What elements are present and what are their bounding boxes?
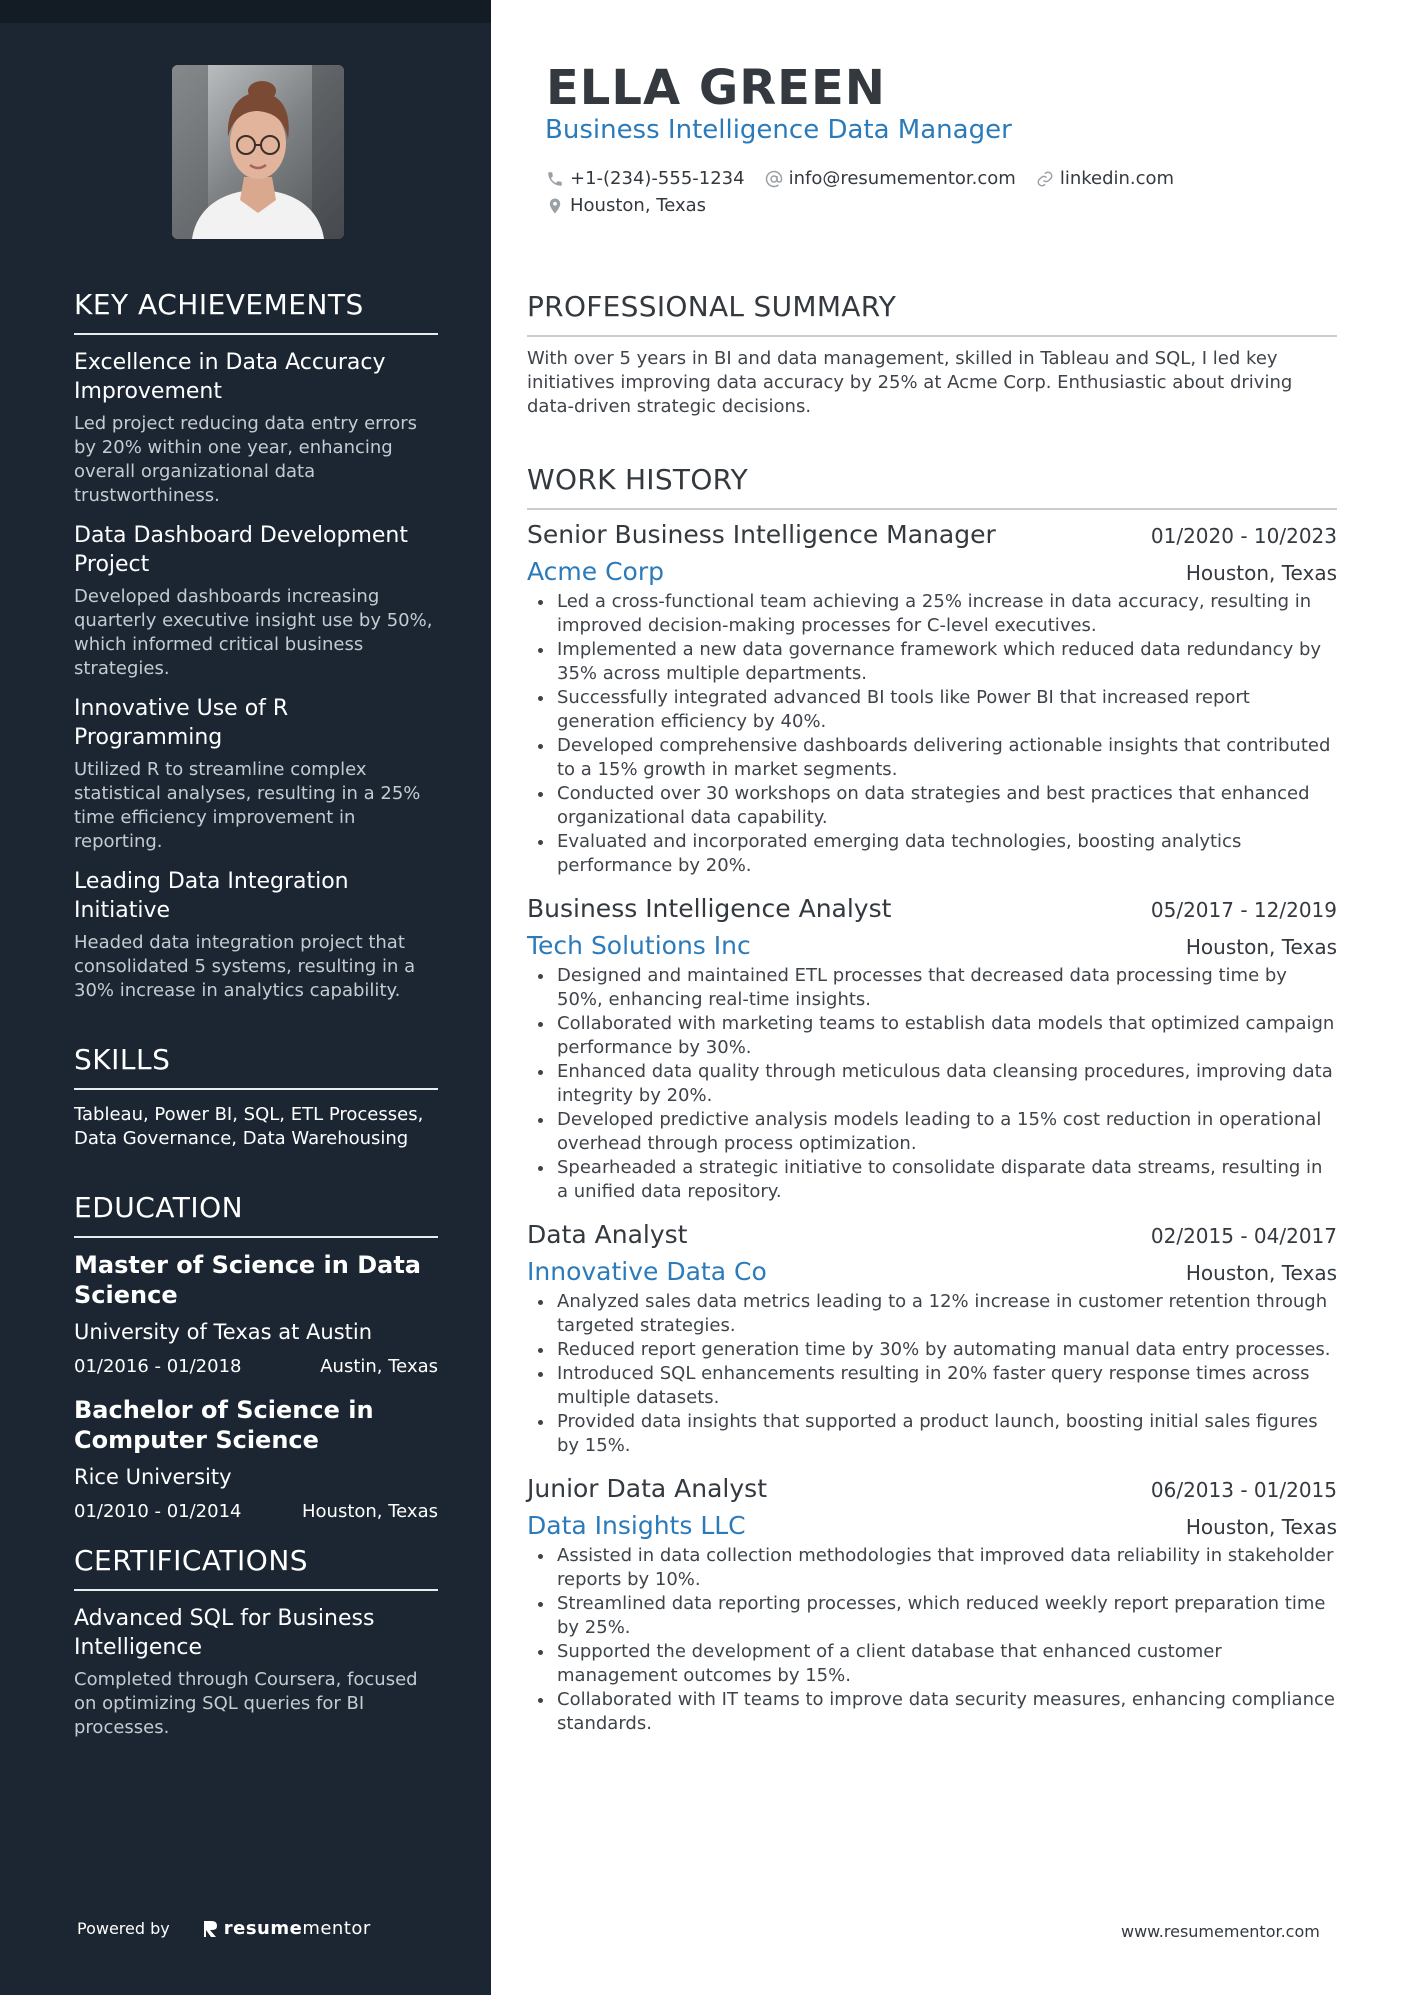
job-header xyxy=(527,1474,1337,1503)
brand-r-icon xyxy=(202,1919,218,1939)
location-contact xyxy=(546,195,706,216)
education-school: University of Texas at Austin xyxy=(74,1320,373,1344)
achievement-item xyxy=(74,348,438,508)
achievement-desc: Led project reducing data entry errors by 20% within one year, enhancing overall organizational data trustworthiness. xyxy=(74,413,418,506)
job-bullet: • Spearheaded a strategic initiative to consolidate disparate data streams, resulting in a unified data repository. xyxy=(555,1156,1337,1204)
brand-logo[interactable] xyxy=(202,1918,371,1939)
education-meta xyxy=(74,1356,438,1377)
brand-bold-text: resume xyxy=(223,1918,303,1939)
job-company: Innovative Data Co xyxy=(527,1257,767,1286)
education-item xyxy=(74,1395,438,1522)
job-header xyxy=(527,894,1337,923)
candidate-title: Business Intelligence Data Manager xyxy=(545,115,1012,145)
job-bullet: • Developed predictive analysis models leading to a 15% cost reduction in operational overhead through process optimization. xyxy=(555,1108,1337,1156)
job-entry xyxy=(527,520,1337,878)
footer-url[interactable]: www.resumementor.com xyxy=(1121,1922,1320,1941)
work-history-heading: WORK HISTORY xyxy=(527,463,1337,510)
education-meta xyxy=(74,1501,438,1522)
education-degree: Bachelor of Science in Computer Science xyxy=(74,1396,374,1454)
job-title: Senior Business Intelligence Manager xyxy=(527,520,996,549)
achievement-desc: Headed data integration project that consolidated 5 systems, resulting in a 30% increase in analytics capability. xyxy=(74,932,416,1001)
phone-contact[interactable] xyxy=(546,168,745,189)
job-company: Data Insights LLC xyxy=(527,1511,746,1540)
job-dates: 01/2020 - 10/2023 xyxy=(1150,524,1337,548)
job-dates: 06/2013 - 01/2015 xyxy=(1150,1478,1337,1502)
job-entry xyxy=(527,1220,1337,1458)
job-bullets xyxy=(527,1290,1337,1458)
education-item xyxy=(74,1250,438,1377)
job-location: Houston, Texas xyxy=(1185,935,1337,959)
candidate-name: ELLA GREEN xyxy=(546,60,886,116)
phone-text: +1-(234)-555-1234 xyxy=(570,168,745,189)
job-bullet: • Assisted in data collection methodologies that improved data reliability in stakeholder reports by 10%. xyxy=(555,1544,1337,1592)
location-text: Houston, Texas xyxy=(570,195,707,216)
job-bullet: • Enhanced data quality through meticulous data cleansing procedures, improving data integrity by 20%. xyxy=(555,1060,1337,1108)
education-heading: EDUCATION xyxy=(74,1191,438,1238)
sidebar xyxy=(0,0,491,1995)
summary-heading: PROFESSIONAL SUMMARY xyxy=(527,290,1337,337)
job-bullet: • Implemented a new data governance framework which reduced data redundancy by 35% across multiple departments. xyxy=(555,638,1337,686)
certifications-heading: CERTIFICATIONS xyxy=(74,1544,438,1591)
job-bullet: • Streamlined data reporting processes, which reduced weekly report preparation time by 25%. xyxy=(555,1592,1337,1640)
job-entry xyxy=(527,894,1337,1204)
achievement-title: Leading Data Integration Initiative xyxy=(74,869,349,923)
contact-row xyxy=(546,192,1306,219)
job-company: Tech Solutions Inc xyxy=(527,931,751,960)
link-icon xyxy=(1036,170,1054,188)
education-dates: 01/2016 - 01/2018 xyxy=(74,1356,242,1377)
job-bullet: • Conducted over 30 workshops on data strategies and best practices that enhanced organizational data capability. xyxy=(555,782,1337,830)
linkedin-text: linkedin.com xyxy=(1059,168,1175,189)
job-bullet: • Evaluated and incorporated emerging data technologies, boosting analytics performance by 20%. xyxy=(555,830,1337,878)
linkedin-contact[interactable] xyxy=(1036,168,1174,189)
job-subheader xyxy=(527,1257,1337,1286)
summary-text: With over 5 years in BI and data management, skilled in Tableau and SQL, I led key initiatives improving data accuracy by 25% at Acme Corp. Enthusiastic about driving data-driven strategic decisions. xyxy=(527,348,1293,417)
education-degree: Master of Science in Data Science xyxy=(74,1251,422,1309)
education-section xyxy=(74,1191,438,1522)
map-pin-icon xyxy=(546,197,564,215)
job-subheader xyxy=(527,1511,1337,1540)
education-location: Houston, Texas xyxy=(301,1501,438,1522)
job-bullet: • Analyzed sales data metrics leading to a 12% increase in customer retention through targeted strategies. xyxy=(555,1290,1337,1338)
achievements-section xyxy=(74,288,438,1003)
job-header xyxy=(527,520,1337,549)
education-location: Austin, Texas xyxy=(320,1356,438,1377)
job-bullet: • Collaborated with marketing teams to establish data models that optimized campaign performance by 30%. xyxy=(555,1012,1337,1060)
job-bullet: • Led a cross-functional team achieving a 25% increase in data accuracy, resulting in improved decision-making processes for C-level executives. xyxy=(555,590,1337,638)
job-company: Acme Corp xyxy=(527,557,664,586)
job-bullet: • Designed and maintained ETL processes that decreased data processing time by 50%, enhancing real-time insights. xyxy=(555,964,1337,1012)
contact-row xyxy=(546,165,1306,192)
job-title: Data Analyst xyxy=(527,1220,688,1249)
achievement-desc: Developed dashboards increasing quarterly executive insight use by 50%, which informed critical business strategies. xyxy=(74,586,433,679)
achievement-title: Innovative Use of R Programming xyxy=(74,696,289,750)
skills-heading: SKILLS xyxy=(74,1043,438,1090)
job-bullet: • Provided data insights that supported a product launch, boosting initial sales figures by 15%. xyxy=(555,1410,1337,1458)
job-location: Houston, Texas xyxy=(1185,1515,1337,1539)
certifications-section xyxy=(74,1544,438,1740)
job-location: Houston, Texas xyxy=(1185,561,1337,585)
job-subheader xyxy=(527,557,1337,586)
job-subheader xyxy=(527,931,1337,960)
job-bullet: • Successfully integrated advanced BI tools like Power BI that increased report generation efficiency by 40%. xyxy=(555,686,1337,734)
powered-by xyxy=(77,1918,371,1939)
job-location: Houston, Texas xyxy=(1185,1261,1337,1285)
achievement-desc: Utilized R to streamline complex statistical analyses, resulting in a 25% time efficiency improvement in reporting. xyxy=(74,759,421,852)
job-bullets xyxy=(527,590,1337,878)
achievement-item xyxy=(74,867,438,1003)
job-title: Business Intelligence Analyst xyxy=(527,894,892,923)
contact-info xyxy=(546,165,1306,219)
certification-title: Advanced SQL for Business Intelligence xyxy=(74,1606,375,1660)
job-dates: 02/2015 - 04/2017 xyxy=(1150,1224,1337,1248)
job-bullets xyxy=(527,964,1337,1204)
certification-item xyxy=(74,1604,438,1740)
job-dates: 05/2017 - 12/2019 xyxy=(1150,898,1337,922)
achievement-title: Excellence in Data Accuracy Improvement xyxy=(74,350,386,404)
work-history-section xyxy=(527,463,1337,1736)
job-bullet: • Collaborated with IT teams to improve data security measures, enhancing compliance standards. xyxy=(555,1688,1337,1736)
job-bullets xyxy=(527,1544,1337,1736)
sidebar-top-bar xyxy=(0,0,491,23)
at-sign-icon xyxy=(765,170,783,188)
profile-photo-graphic xyxy=(172,65,344,239)
summary-section xyxy=(527,290,1337,419)
skills-list: Tableau, Power BI, SQL, ETL Processes, Data Governance, Data Warehousing xyxy=(74,1104,424,1149)
job-bullet: • Reduced report generation time by 30% by automating manual data entry processes. xyxy=(555,1338,1337,1362)
job-bullet: • Introduced SQL enhancements resulting in 20% faster query response times across multiple datasets. xyxy=(555,1362,1337,1410)
achievement-item xyxy=(74,694,438,854)
job-bullet: • Developed comprehensive dashboards delivering actionable insights that contributed to a 15% growth in market segments. xyxy=(555,734,1337,782)
job-bullet: • Supported the development of a client database that enhanced customer management outcomes by 15%. xyxy=(555,1640,1337,1688)
phone-icon xyxy=(546,170,564,188)
education-dates: 01/2010 - 01/2014 xyxy=(74,1501,242,1522)
job-header xyxy=(527,1220,1337,1249)
achievement-item xyxy=(74,521,438,681)
job-title: Junior Data Analyst xyxy=(527,1474,768,1503)
powered-by-label: Powered by xyxy=(77,1919,170,1938)
brand-light-text: mentor xyxy=(302,1918,371,1939)
certification-desc: Completed through Coursera, focused on optimizing SQL queries for BI processes. xyxy=(74,1669,418,1738)
education-school: Rice University xyxy=(74,1465,232,1489)
achievement-title: Data Dashboard Development Project xyxy=(74,523,408,577)
sidebar-content xyxy=(74,288,438,1780)
skills-section xyxy=(74,1043,438,1151)
job-entry xyxy=(527,1474,1337,1736)
email-contact[interactable] xyxy=(765,168,1016,189)
achievements-heading: KEY ACHIEVEMENTS xyxy=(74,288,438,335)
profile-photo xyxy=(172,65,344,239)
email-text: info@resumementor.com xyxy=(788,168,1016,189)
